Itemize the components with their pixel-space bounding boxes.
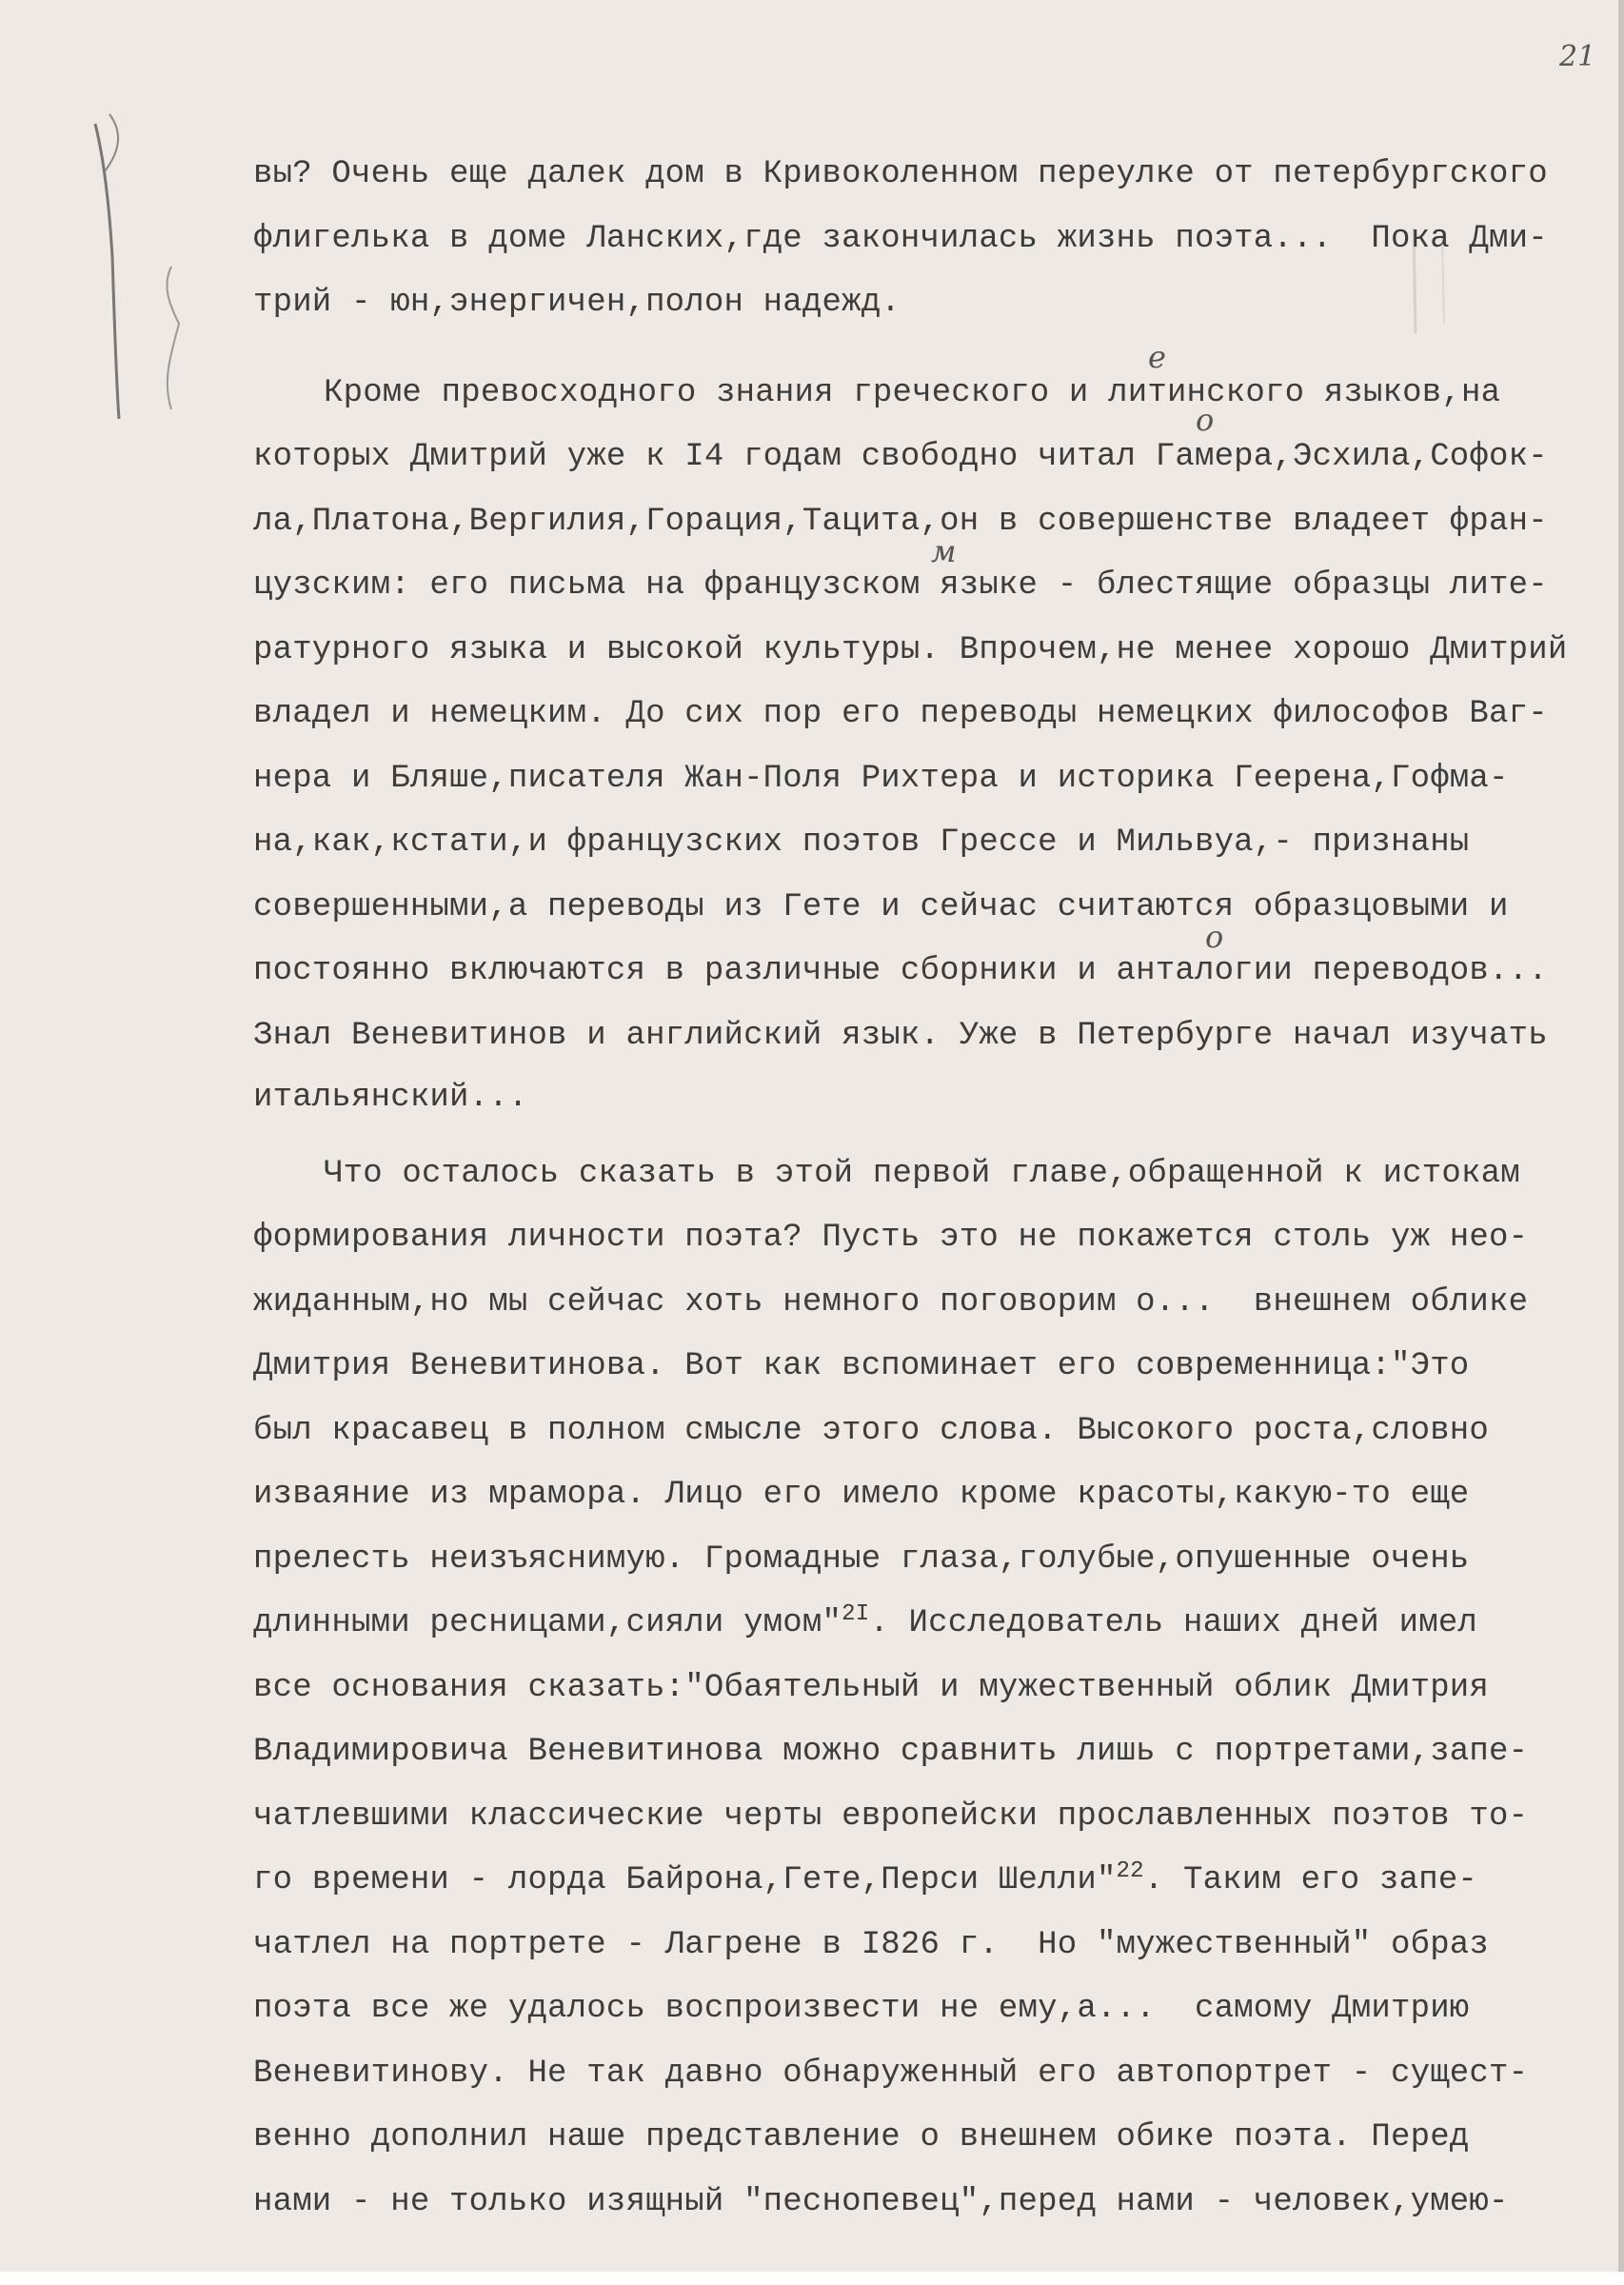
line-text: все основания сказать:"Обаятельный и мужественный облик Дмитрия xyxy=(253,1670,1490,1706)
handwritten-correction: е xyxy=(1148,339,1167,375)
text-line xyxy=(253,1858,1477,1902)
text-line xyxy=(253,435,1548,479)
page-number: 21 xyxy=(1559,40,1596,73)
line-text: постоянно включаются в различные сборники и анталогии переводов... xyxy=(253,953,1548,989)
line-text: которых Дмитрий уже к I4 годам свободно читал Гамера,Эсхила,Софок- xyxy=(253,439,1548,475)
text-line xyxy=(253,1409,1489,1453)
text-line xyxy=(253,152,1548,196)
line-text: нами - не только изящный "песнопевец",перед нами - человек,умею- xyxy=(253,2184,1509,2220)
text-line xyxy=(253,692,1548,736)
text-line xyxy=(253,1014,1548,1058)
line-text: флигелька в доме Ланских,где закончилась жизнь поэта... Пока Дми- xyxy=(253,221,1548,257)
line-text: цузским: его письма на французском языке - блестящие образцы лите- xyxy=(253,567,1548,604)
margin-pencil-mark xyxy=(67,95,219,438)
text-line xyxy=(253,371,1500,415)
line-text: го времени - лорда Байрона,Гете,Перси Шелли" xyxy=(253,1862,1117,1898)
handwritten-correction: о xyxy=(1196,402,1215,438)
text-line xyxy=(253,2180,1509,2224)
text-line xyxy=(253,1987,1469,2031)
text-line xyxy=(253,1076,527,1120)
footnote-ref: 22 xyxy=(1116,1858,1144,1884)
line-text: венно дополнил наше представление о внешнем обике поэта. Перед xyxy=(253,2119,1470,2156)
text-line xyxy=(253,1923,1489,1967)
line-text: трий - юн,энергичен,полон надежд. xyxy=(253,285,901,321)
line-text: Дмитрия Веневитинова. Вот как вспоминает его современница:"Это xyxy=(253,1348,1470,1384)
line-text: прелесть неизъяснимую. Громадные глаза,голубые,опушенные очень xyxy=(253,1541,1470,1578)
text-line xyxy=(253,217,1548,261)
text-line xyxy=(253,1344,1469,1388)
line-text: формирования личности поэта? Пусть это не покажется столь уж нео- xyxy=(253,1220,1529,1256)
text-line xyxy=(253,628,1567,672)
line-text: чатлел на портрете - Лагрене в I826 г. Но "мужественный" образ xyxy=(253,1927,1490,1963)
handwritten-correction: м xyxy=(931,533,957,569)
text-line xyxy=(253,564,1548,607)
text-line xyxy=(253,1795,1528,1838)
page-edge-shadow xyxy=(1618,0,1624,2285)
text-line xyxy=(253,1538,1469,1581)
line-text: ратурного языка и высокой культуры. Впрочем,не менее хорошо Дмитрий xyxy=(253,632,1568,668)
line-text: Владимировича Веневитинова можно сравнить лишь с портретами,запе- xyxy=(253,1734,1529,1770)
text-line xyxy=(253,1281,1528,1324)
text-line xyxy=(253,1152,1520,1196)
text-line xyxy=(253,1473,1469,1517)
line-text: Веневитинову. Не так давно обнаруженный его автопортрет - сущест- xyxy=(253,2056,1529,2092)
line-text: жиданным,но мы сейчас хоть немного поговорим о... внешнем облике xyxy=(253,1284,1529,1321)
line-text: изваяние из мрамора. Лицо его имело кроме красоты,какую-то еще xyxy=(253,1477,1470,1513)
text-line xyxy=(253,500,1548,544)
line-text: был красавец в полном смысле этого слова. Высокого роста,словно xyxy=(253,1413,1490,1449)
text-line xyxy=(253,1601,1477,1645)
line-text-continued: . Таким его запе- xyxy=(1143,1862,1478,1898)
line-text: на,как,кстати,и французских поэтов Грессе и Мильвуа,- признаны xyxy=(253,825,1470,861)
page-bottom-margin xyxy=(0,2272,1624,2285)
line-text: ла,Платона,Вергилия,Горация,Тацита,он в совершенстве владеет фран- xyxy=(253,504,1548,540)
line-text: итальянский... xyxy=(253,1080,528,1116)
text-line xyxy=(253,949,1548,993)
text-line xyxy=(253,2052,1528,2096)
text-line xyxy=(253,2116,1469,2159)
line-text: поэта все же удалось воспроизвести не ему,а... самому Дмитрию xyxy=(253,1991,1470,2027)
line-text-continued: . Исследователь наших дней имел xyxy=(869,1605,1478,1641)
line-text: чатлевшими классические черты европейски прославленных поэтов то- xyxy=(253,1798,1529,1835)
footnote-ref: 2I xyxy=(842,1601,870,1627)
text-line xyxy=(253,757,1509,801)
line-text: совершенными,а переводы из Гете и сейчас считаются образцовыми и xyxy=(253,889,1509,925)
text-line xyxy=(253,1216,1528,1260)
text-line xyxy=(253,1666,1489,1710)
line-text: Кроме превосходного знания греческого и литинского языков,на xyxy=(324,375,1501,411)
line-text: владел и немецким. До сих пор его переводы немецких философов Ваг- xyxy=(253,696,1548,732)
text-line xyxy=(253,281,901,325)
text-line xyxy=(253,821,1469,864)
text-line xyxy=(253,885,1509,929)
line-text: нера и Бляше,писателя Жан-Поля Рихтера и историка Геерена,Гофма- xyxy=(253,761,1509,797)
line-text: длинными ресницами,сияли умом" xyxy=(253,1605,842,1641)
line-text: вы? Очень еще далек дом в Кривоколенном переулке от петербургского xyxy=(253,156,1548,192)
line-text: Знал Веневитинов и английский язык. Уже в Петербурге начал изучать xyxy=(253,1018,1548,1054)
text-line xyxy=(253,1730,1528,1774)
handwritten-correction: о xyxy=(1205,919,1224,955)
line-text: Что осталось сказать в этой первой главе,обращенной к истокам xyxy=(324,1156,1520,1192)
